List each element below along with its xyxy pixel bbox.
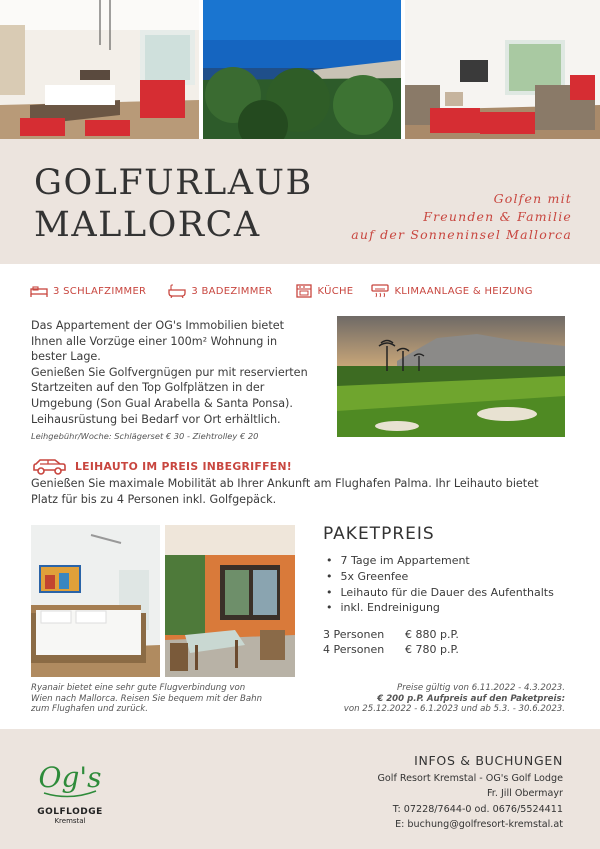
page-title-line2: MALLORCA <box>34 205 261 245</box>
amenity-bathrooms <box>168 284 272 298</box>
terrace-photo <box>165 525 295 677</box>
amenity-label: 3 BADEZIMMER <box>191 285 273 297</box>
persons: 3 Personen <box>323 628 385 641</box>
validity-line: von 25.12.2022 - 6.1.2023 und ab 5.3. - 30.6.2023. <box>343 704 565 715</box>
logo-subtitle: Kremstal <box>54 817 86 825</box>
rental-fee-note: Leihgebühr/Woche: Schlägerset € 30 - Ziehtrolley € 20 <box>31 431 259 441</box>
tagline-line2: Freunden & Familie <box>423 209 572 224</box>
bed-icon <box>30 284 48 298</box>
logo-text: Og's <box>38 761 102 794</box>
amenity-label: KÜCHE <box>317 285 354 297</box>
intro-line: Genießen Sie Golfvergnügen pur mit reservierten <box>31 365 308 379</box>
validity-line: Preise gültig von 6.11.2022 - 4.3.2023. <box>397 683 565 693</box>
logo-word: GOLFLODGE <box>37 807 103 817</box>
intro-line: Umgebung (Son Gual Arabella & Santa Ponsa). <box>31 396 293 410</box>
contact-resort: Golf Resort Kremstal - OG's Golf Lodge <box>377 772 563 784</box>
flight-note-line: zum Flughafen und zurück. <box>31 704 148 715</box>
flight-note-line: Ryanair bietet eine sehr gute Flugverbindung von <box>31 683 246 693</box>
price-validity-note <box>344 683 565 715</box>
amenity-bedrooms <box>30 284 146 298</box>
rental-car-text <box>31 476 571 507</box>
intro-line: Leihausrüstung bei Bedarf vor Ort erhältlich. <box>31 412 281 426</box>
amenity-kitchen <box>295 284 354 298</box>
price-table <box>323 627 459 657</box>
photo-strip <box>0 0 600 139</box>
air-conditioner-icon <box>371 284 389 298</box>
price: € 780 p.P. <box>405 643 459 656</box>
tagline-line3: auf der Sonneninsel Mallorca <box>351 227 572 242</box>
car-line: Platz für bis zu 4 Personen inkl. Golfgepäck. <box>31 492 277 506</box>
price-row <box>323 642 459 657</box>
car-line: Genießen Sie maximale Mobilität ab Ihrer Ankunft am Flughafen Palma. Ihr Leihauto bietet <box>31 477 539 490</box>
page-title-line1: GOLFURLAUB <box>34 163 313 203</box>
amenity-label: KLIMAANLAGE & HEIZUNG <box>394 285 533 297</box>
contact-phone[interactable]: T: 07228/7644-0 od. 0676/5524411 <box>392 803 563 815</box>
contact-block <box>378 753 564 833</box>
price: € 880 p.P. <box>405 628 459 641</box>
amenities-row <box>30 281 575 301</box>
rental-car-heading <box>31 457 292 475</box>
living-room-photo <box>0 0 199 139</box>
package-item: • 7 Tage im Appartement <box>326 553 554 569</box>
bedroom-photo <box>31 525 160 677</box>
flight-note-line: Wien nach Mallorca. Reisen Sie bequem mit der Bahn <box>31 693 263 704</box>
intro-line: Startzeiten auf den Top Golfplätzen in der <box>31 381 265 395</box>
intro-line: Das Appartement der OG's Immobilien bietet <box>31 319 284 332</box>
contact-email[interactable]: E: buchung@golfresort-kremstal.at <box>395 819 563 831</box>
bathtub-icon <box>168 284 186 298</box>
package-heading: PAKETPREIS <box>323 524 435 544</box>
price-row <box>323 627 459 642</box>
golf-course-photo <box>337 316 565 437</box>
contact-person: Fr. Jill Obermayr <box>486 788 563 800</box>
rental-car-title: LEIHAUTO IM PREIS INBEGRIFFEN! <box>75 459 293 473</box>
contact-heading: INFOS & BUCHUNGEN <box>414 753 563 768</box>
flight-note <box>31 683 301 715</box>
stove-icon <box>295 284 313 298</box>
footer <box>0 729 600 849</box>
intro-text <box>31 318 321 427</box>
persons: 4 Personen <box>323 643 385 656</box>
golflodge-logo <box>30 753 110 833</box>
package-item: • Leihauto für die Dauer des Aufenthalts <box>326 585 554 601</box>
intro-line: bester Lage. <box>31 350 101 364</box>
logo-script <box>30 753 110 803</box>
surcharge-text: € 200 p.P. Aufpreis auf den Paketpreis: <box>377 693 565 704</box>
lounge-photo <box>405 0 600 139</box>
amenity-climate <box>371 284 532 298</box>
package-item: • inkl. Endreinigung <box>326 600 554 616</box>
amenity-label: 3 SCHLAFZIMMER <box>53 285 147 297</box>
car-icon <box>31 457 67 475</box>
package-list <box>326 553 554 616</box>
title-band <box>0 139 600 264</box>
validity-line <box>344 694 565 705</box>
sea-view-photo <box>203 0 401 139</box>
intro-line: Ihnen alle Vorzüge einer 100m² Wohnung in <box>31 334 278 348</box>
tagline-line1: Golfen mit <box>493 191 572 206</box>
package-item: • 5x Greenfee <box>326 569 554 585</box>
